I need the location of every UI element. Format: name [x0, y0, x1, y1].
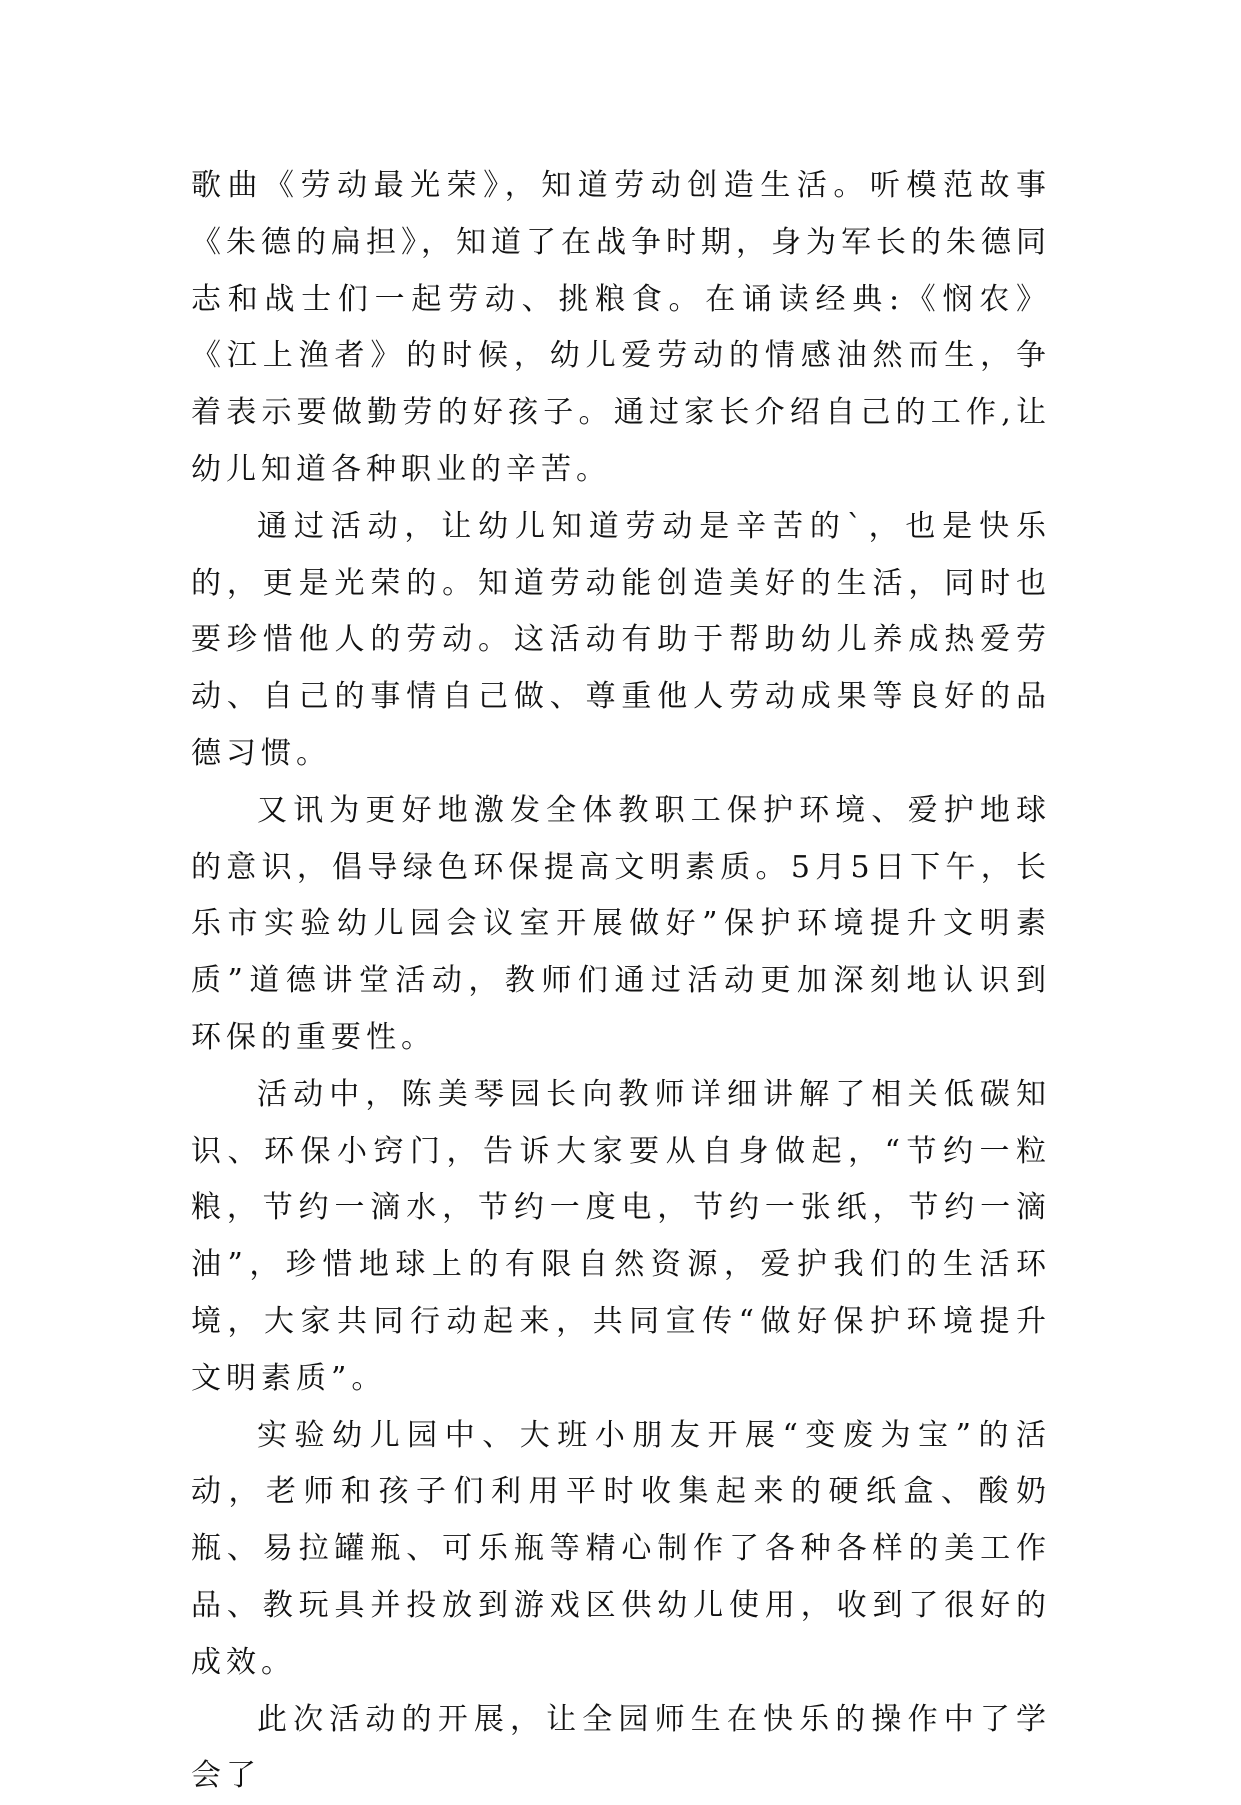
- paragraph-2: 通过活动，让幼儿知道劳动是辛苦的`，也是快乐的，更是光荣的。知道劳动能创造美好的生活，同时也要珍惜他人的劳动。这活动有助于帮助幼儿养成热爱劳动、自己的事情自己做、尊重他人劳动成果等良好的品德习惯。: [191, 508, 1051, 771]
- paragraph-1: 歌曲《劳动最光荣》，知道劳动创造生活。听模范故事《朱德的扁担》，知道了在战争时期，身为军长的朱德同志和战士们一起劳动、挑粮食。在诵读经典:《悯农》《江上渔者》的时候，幼儿爱劳动的情感油然而生，争着表示要做勤劳的好孩子。通过家长介绍自己的工作,让幼儿知道各种职业的辛苦。: [191, 168, 1051, 487]
- paragraph-5: 实验幼儿园中、大班小朋友开展“变废为宝”的活动，老师和孩子们利用平时收集起来的硬纸盒、酸奶瓶、易拉罐瓶、可乐瓶等精心制作了各种各样的美工作品、教玩具并投放到游戏区供幼儿使用，收到了很好的成效。: [191, 1417, 1051, 1680]
- paragraph-6: 此次活动的开展，让全园师生在快乐的操作中了学会了: [191, 1701, 1051, 1794]
- paragraph-4: 活动中，陈美琴园长向教师详细讲解了相关低碳知识、环保小窍门，告诉大家要从自身做起，“节约一粒粮，节约一滴水，节约一度电，节约一张纸，节约一滴油”，珍惜地球上的有限自然资源，爱护我们的生活环境，大家共同行动起来，共同宣传“做好保护环境提升文明素质”。: [191, 1076, 1051, 1396]
- paragraph-3: 又讯为更好地激发全体教职工保护环境、爱护地球的意识，倡导绿色环保提高文明素质。5月5日下午，长乐市实验幼儿园会议室开展做好”保护环境提升文明素质”道德讲堂活动，教师们通过活动更加深刻地认识到环保的重要性。: [191, 792, 1051, 1055]
- document-body: [191, 158, 1051, 1805]
